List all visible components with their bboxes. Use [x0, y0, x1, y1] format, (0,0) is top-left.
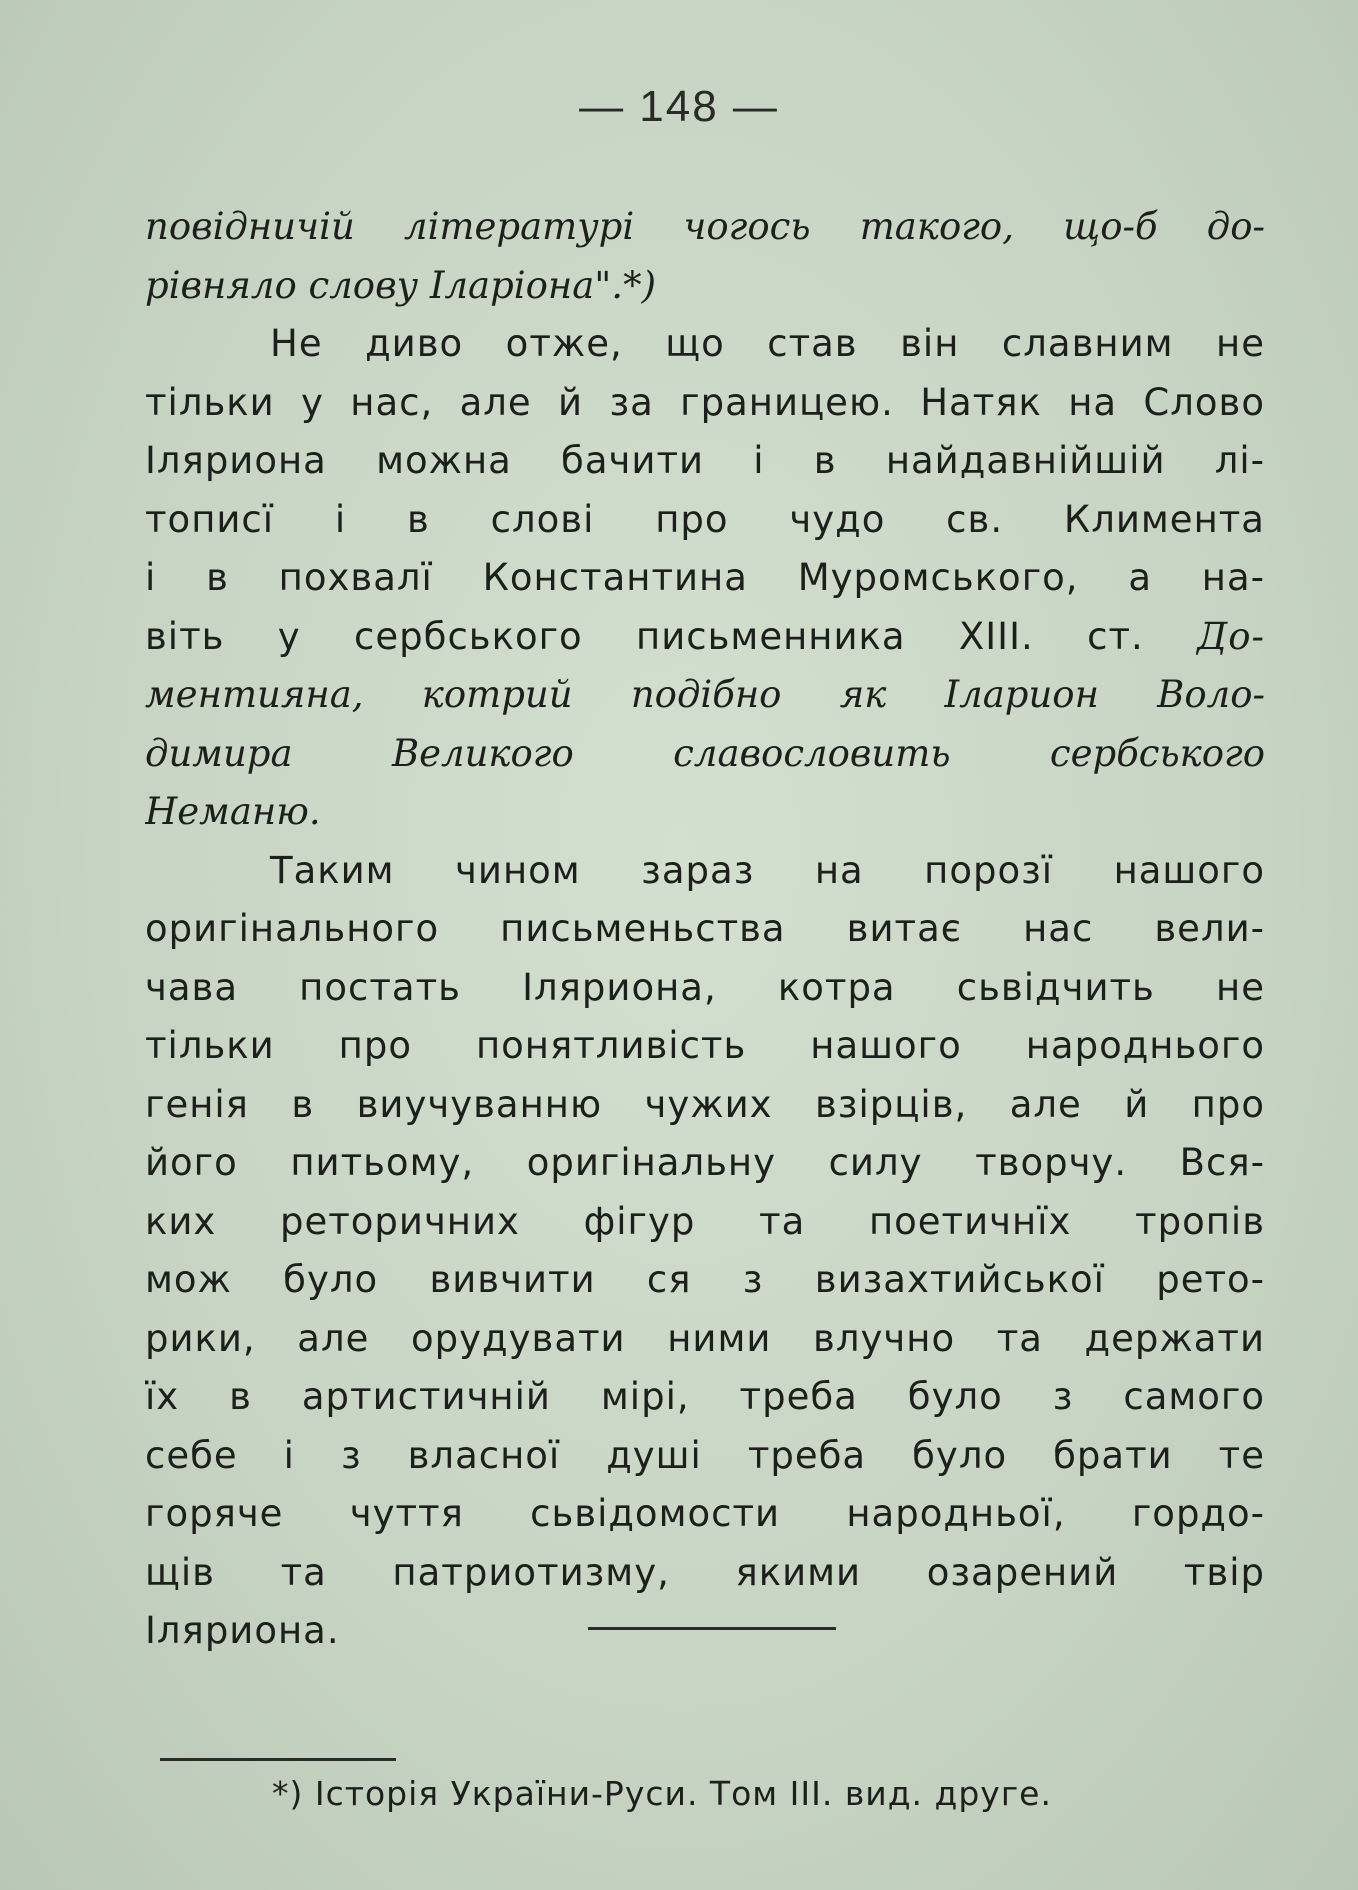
text-line: оригінального письменьства витає нас вели-	[145, 907, 1265, 950]
text-line: його питьому, оригінальну силу творчу. Вся-	[145, 1141, 1265, 1184]
text-line: тільки у нас, але й за границею. Натяк на Слово	[145, 380, 1265, 424]
text-line: чава постать Іляриона, котра сьвідчить не	[145, 965, 1265, 1009]
text-line: повідничій літературі чогось такого, що-б до-	[145, 205, 1265, 248]
body-text	[145, 198, 1265, 1661]
text-line: Таким чином зараз на порозї нашого	[270, 848, 1265, 892]
text-line: тільки про понятливість нашого народнього	[145, 1024, 1265, 1067]
text-line: рівняло слову Іларіона".*)	[145, 263, 657, 307]
text-line: Іляриона.	[145, 1609, 340, 1652]
text-line: ментияна, котрий подібно як Іларион Воло-	[145, 673, 1265, 716]
section-divider	[588, 1627, 836, 1630]
text-segment: віть у сербського письменника XIII. ст.	[145, 614, 1144, 658]
page-number: — 148 —	[579, 82, 779, 131]
text-line: і в похвалї Константина Муромського, а на-	[145, 556, 1265, 599]
text-line: Іляриона можна бачити і в найдавнійшій лі-	[145, 439, 1265, 482]
text-line: димира Великого славословить сербського	[145, 731, 1265, 775]
text-line: горяче чуття сьвідомости народньої, гордо-	[145, 1492, 1265, 1535]
text-line: щів та патриотизму, якими озарений твір	[145, 1550, 1265, 1594]
text-line: тописї і в слові про чудо св. Климента	[145, 497, 1265, 541]
text-line: їх в артистичній мірі, треба було з самого	[145, 1375, 1265, 1418]
text-line: мож було вивчити ся з визахтийської рето-	[145, 1258, 1265, 1301]
italic-segment: До-	[1197, 614, 1265, 658]
text-line: рики, але орудувати ними влучно та держати	[145, 1316, 1265, 1360]
footnote-divider	[160, 1758, 396, 1761]
text-line: генія в виучуванню чужих взірців, але й про	[145, 1082, 1265, 1126]
text-line: ких реторичних фігур та поетичнїх тропів	[145, 1199, 1265, 1243]
text-line: Неманю.	[145, 790, 321, 833]
footnote: *) Історія України-Руси. Том III. вид. друге.	[272, 1774, 1052, 1813]
text-line: себе і з власної душі треба було брати те	[145, 1433, 1265, 1477]
text-line: Не диво отже, що став він славним не	[270, 322, 1265, 365]
text-line-mixed	[145, 608, 1265, 667]
